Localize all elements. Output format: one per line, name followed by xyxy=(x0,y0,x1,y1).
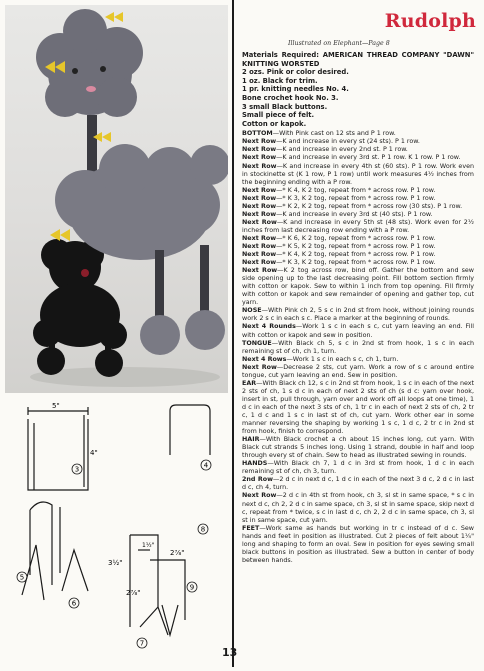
instruction-heading: Next Row xyxy=(242,162,277,170)
instruction-paragraph xyxy=(242,323,474,339)
instruction-text: —Work 1 s c in each s c, ch 1, turn. xyxy=(286,355,399,363)
instruction-text: —K and increase in every 2nd st. P 1 row. xyxy=(276,146,408,154)
materials-line: 2 ozs. Pink or color desired. xyxy=(242,68,349,77)
instruction-heading: 2nd Row xyxy=(242,476,273,484)
instruction-text: —2 d c in next d c, 1 d c in each of the next 3 d c, 2 d c in last d c, ch 4, turn. xyxy=(242,476,474,492)
diagram-label-7: 7 xyxy=(139,639,145,648)
poodle-photo xyxy=(5,5,228,393)
instruction-heading: Next Row xyxy=(242,234,277,242)
diagram-label-9: 9 xyxy=(189,583,195,592)
instruction-text: —K 2 tog across row, bind off. Gather the bottom and sew side opening up to the last decreasing point. Fill bottom section firmly with cotton or kapok. Sew to within 1 inch from top opening. Fill firmly with cotton or kapok and sew remainder of opening and gather top, cut yarn. xyxy=(242,267,474,307)
diagram-label-6: 6 xyxy=(71,599,77,608)
instruction-text: —K and increase in every 3rd st (40 sts). P 1 row. xyxy=(276,210,433,218)
instruction-heading: Next Row xyxy=(242,146,277,154)
instruction-text: —Decrease 2 sts, cut yarn. Work a row of s c around entire tongue, cut yarn leaving an end. Sew in position. xyxy=(242,363,474,379)
instruction-text: —K and increase in every 3rd st. P 1 row. K 1 row. P 1 row. xyxy=(276,154,461,162)
instruction-heading: HAIR xyxy=(242,436,260,444)
dim-bottom: 2⅞" xyxy=(126,589,141,597)
instruction-heading: HANDS xyxy=(242,460,268,468)
materials-line: Bone crochet hook No. 3. xyxy=(242,93,339,102)
instruction-heading: Next Row xyxy=(242,210,277,218)
instruction-text: —With Black ch 12, s c in 2nd st from hook, 1 s c in each of the next 2 sts of ch, 1 s d c in each of next 2 sts of ch (s d c: yarn over hook, insert in st, pull through, yarn over and work off all loops at one time), 1 d c in each of the next 3 sts of ch, 1 tr c in each of next 2 sts of ch, 2 tr c, 1 d c and 1 s c in last st of ch, cut yarn. Work other ear in some manner reversing the shaping by working 1 s c, 1 d c, 2 tr c in 2nd st from hook, finish to correspond. xyxy=(242,379,474,436)
instruction-heading: EAR xyxy=(242,379,257,387)
column-divider xyxy=(232,0,234,667)
instruction-heading: Next 4 Rounds xyxy=(242,323,296,331)
instruction-paragraph xyxy=(242,307,474,323)
materials-list xyxy=(242,51,474,128)
materials-line: Cotton or kapok. xyxy=(242,119,307,128)
instruction-paragraph xyxy=(242,259,474,267)
instruction-paragraph xyxy=(242,219,474,235)
instruction-heading: Next Row xyxy=(242,243,277,250)
instruction-heading: Next Row xyxy=(242,259,277,267)
instruction-text: —With Black crochet a ch about 15 inches long, cut yarn. With Black cut strands 5 inches long. Using 1 strand, double in half and loop through every st of chain. Sew to head as illustrated sewing in rounds. xyxy=(242,436,474,460)
instruction-paragraph xyxy=(242,251,474,259)
frame-diagram xyxy=(0,395,232,667)
instruction-text: —K and increase in every st (24 sts). P 1 row. xyxy=(276,138,420,146)
instruction-heading: Next Row xyxy=(242,218,277,226)
instruction-paragraph xyxy=(242,235,474,243)
instruction-text: —* K 6, K 2 tog, repeat from * across row. P 1 row. xyxy=(276,234,436,242)
diagram-label-8: 8 xyxy=(200,525,206,534)
diagram-label-5: 5 xyxy=(19,573,25,582)
instruction-text: —With Black ch 7, 1 d c in 3rd st from hook, 1 d c in each remaining st of ch, ch 3, turn. xyxy=(242,460,474,476)
instruction-heading: Next Row xyxy=(242,363,277,371)
instruction-heading: BOTTOM xyxy=(242,130,273,138)
instruction-paragraph xyxy=(242,138,474,146)
materials-line: Small piece of felt. xyxy=(242,111,315,120)
instruction-text: —* K 3, K 2 tog, repeat from * across row. P 1 row. xyxy=(276,259,436,267)
instruction-text: —* K 2, K 2 tog, repeat from * across row (30 sts). P 1 row. xyxy=(276,202,463,210)
instruction-text: —K and increase in every 4th st (60 sts). P 1 row. Work even in stockinette st (K 1 row, P 1 row) until work measures 4½ inches from the beginning ending with a P row. xyxy=(242,162,475,186)
instruction-paragraph xyxy=(242,130,474,138)
materials-line: 1 pr. knitting needles No. 4. xyxy=(242,85,349,94)
instruction-heading: Next Row xyxy=(242,194,277,202)
dim-top: 5" xyxy=(52,402,60,410)
instruction-paragraph xyxy=(242,211,474,219)
instruction-heading: Next Row xyxy=(242,267,278,275)
instruction-text: —K and increase in every 5th st (48 sts). Work even for 2½ inches from last decreasing row ending with a P row. xyxy=(242,218,474,234)
instruction-paragraph xyxy=(242,267,474,307)
instruction-paragraph xyxy=(242,203,474,211)
instruction-heading: Next 4 Rows xyxy=(242,355,287,363)
instruction-paragraph xyxy=(242,525,474,565)
instruction-heading: FEET xyxy=(242,524,260,532)
instruction-heading: NOSE xyxy=(242,307,262,315)
diagram-label-3: 3 xyxy=(74,465,80,474)
dim-left: 4" xyxy=(90,449,98,457)
instruction-heading: Next Row xyxy=(242,251,277,259)
page-title: Rudolph xyxy=(384,10,476,32)
instruction-text: —* K 5, K 2 tog, repeat from * across row. P 1 row. xyxy=(276,243,436,250)
materials-line: 3 small Black buttons. xyxy=(242,102,328,111)
instruction-text: —* K 4, K 2 tog, repeat from * across row. P 1 row. xyxy=(276,251,436,259)
instruction-paragraph xyxy=(242,195,474,203)
dim-mid-small: 1½" xyxy=(142,542,155,549)
page-number: 13 xyxy=(222,646,238,659)
wire-frame-diagrams xyxy=(0,395,232,667)
instruction-heading: Next Row xyxy=(242,154,277,162)
instruction-text: —* K 3, K 2 tog, repeat from * across row. P 1 row. xyxy=(276,194,436,202)
dim-mid-right: 2⅞" xyxy=(170,549,185,557)
materials-line: 1 oz. Black for trim. xyxy=(242,76,318,85)
instruction-paragraph xyxy=(242,436,474,460)
dim-mid-left: 3½" xyxy=(108,559,123,567)
instruction-text: —With Pink ch 2, 5 s c in 2nd st from hook, without joining rounds work 2 s c in each s c. Place a marker at the beginning of rounds. xyxy=(242,307,474,323)
poodle-illustration xyxy=(5,5,228,393)
diagram-label-4: 4 xyxy=(203,461,209,470)
instruction-paragraph xyxy=(242,146,474,154)
instruction-paragraph xyxy=(242,356,474,364)
instruction-heading: TONGUE xyxy=(242,339,272,347)
instruction-heading: Next Row xyxy=(242,186,277,194)
instruction-text: —Work same as hands but working in tr c instead of d c. Sew hands and feet in position as illustrated. Cut 2 pieces of felt about 1¼" long and shaping to form an oval. Sew in position for eyes sewing small black buttons in position as illustrated. Sew a button in center of body between hands. xyxy=(242,524,474,564)
instruction-heading: Next Row xyxy=(242,492,277,500)
instruction-heading: Next Row xyxy=(242,202,277,210)
instruction-text: —2 d c in 4th st from hook, ch 3, sl st in same space, * s c in next d c, ch 2, 2 d c in same space, ch 3, sl st in same space, skip next d c, repeat from * twice, s c in last d c, ch 2, 2 d c in same space, ch 3, sl st in same space, cut yarn. xyxy=(242,492,474,524)
instruction-paragraph xyxy=(242,187,474,195)
instruction-text: —Work 1 s c in each s c, cut yarn leaving an end. Fill with cotton or kapok and sew in position. xyxy=(242,323,474,339)
instruction-text: —* K 4, K 2 tog, repeat from * across row. P 1 row. xyxy=(276,186,436,194)
instruction-heading: Next Row xyxy=(242,138,277,146)
illustrated-on-note: Illustrated on Elephant—Page 8 xyxy=(288,40,390,47)
instruction-paragraphs xyxy=(242,130,474,565)
instruction-paragraph xyxy=(242,476,474,492)
materials-line: Materials Required: AMERICAN THREAD COMPANY "DAWN" KNITTING WORSTED xyxy=(242,51,474,68)
instruction-paragraph xyxy=(242,340,474,356)
instruction-paragraph xyxy=(242,492,474,524)
instruction-paragraph xyxy=(242,154,474,162)
instruction-paragraph xyxy=(242,163,474,187)
instruction-paragraph xyxy=(242,243,474,251)
instruction-paragraph xyxy=(242,460,474,476)
pattern-instructions xyxy=(242,51,474,565)
instruction-paragraph xyxy=(242,364,474,380)
instruction-text: —With Black ch 5, s c in 2nd st from hook, 1 s c in each remaining st of ch, ch 1, turn. xyxy=(242,339,474,355)
instruction-text: —With Pink cast on 12 sts and P 1 row. xyxy=(272,130,396,138)
instruction-paragraph xyxy=(242,380,474,436)
